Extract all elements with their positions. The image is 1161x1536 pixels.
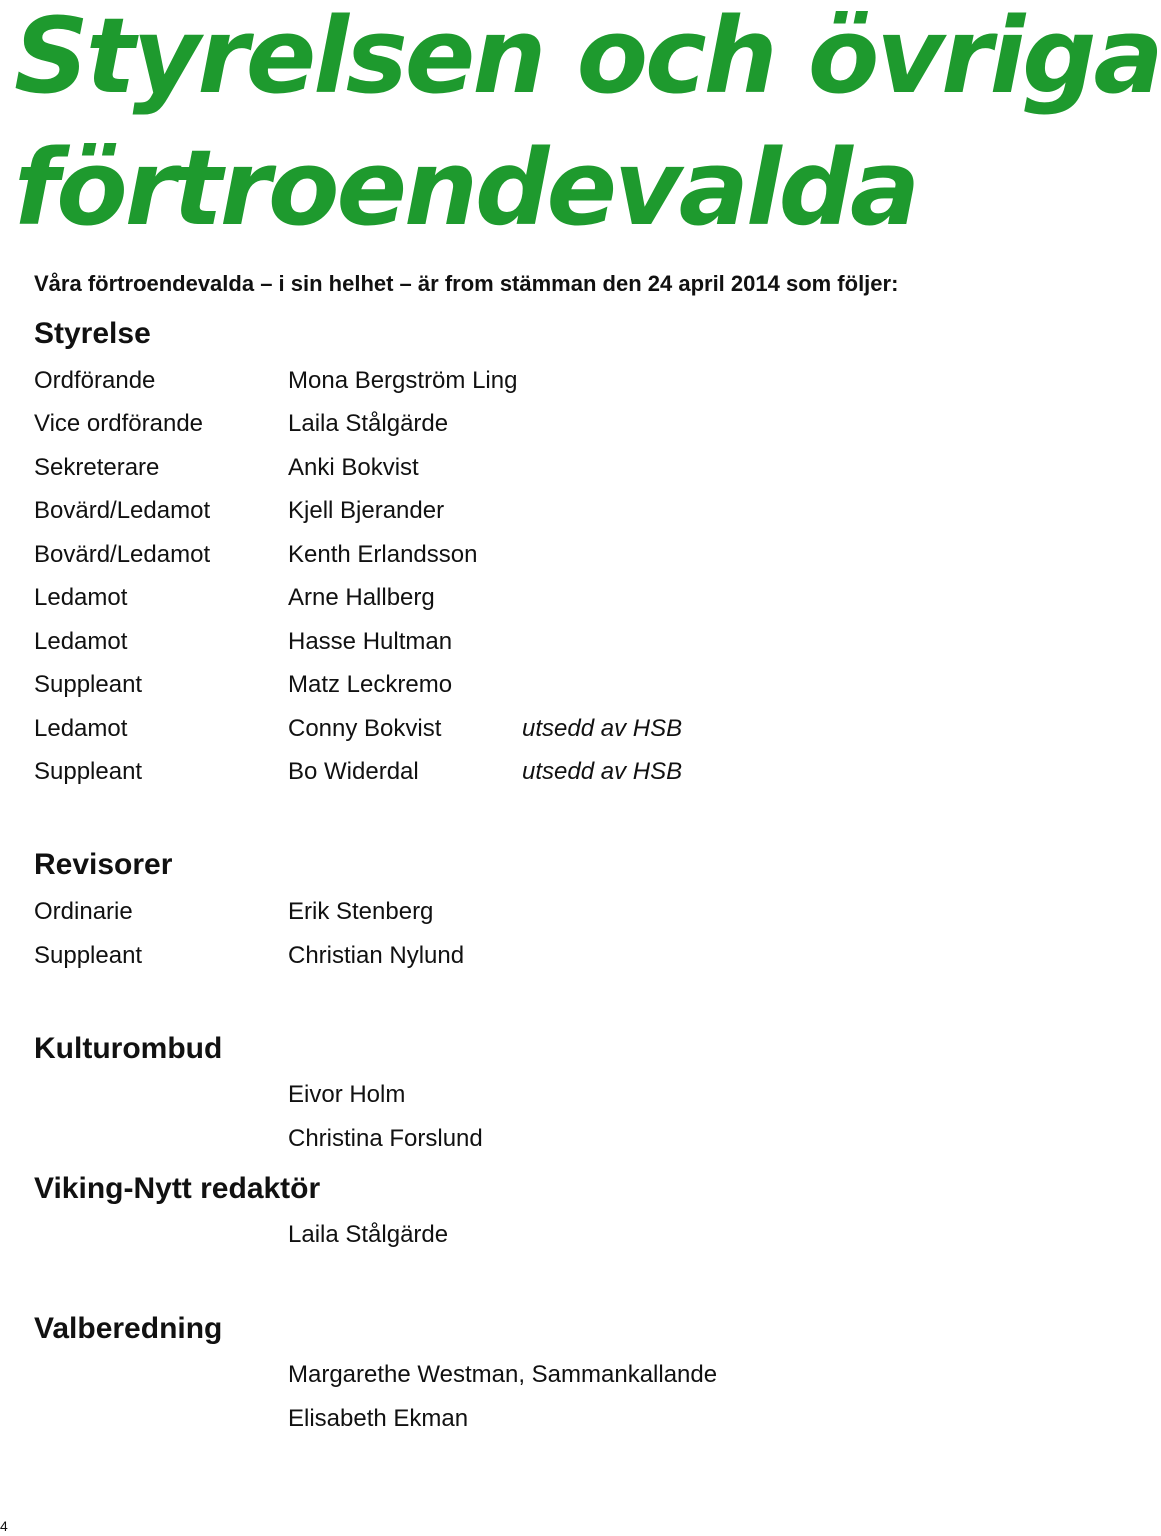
person-name: Hasse Hultman — [288, 628, 453, 655]
valberedning-heading: Valberedning — [34, 1312, 223, 1345]
appointed-note: utsedd av HSB — [522, 758, 683, 785]
kulturombud-heading: Kulturombud — [34, 1032, 223, 1065]
role-label: Bovärd/Ledamot — [34, 541, 211, 568]
person-name: Margarethe Westman, Sammankallande — [288, 1361, 718, 1388]
valberedning-row — [0, 1357, 960, 1393]
role-label: Vice ordförande — [34, 410, 204, 437]
page-title — [14, 0, 1161, 254]
intro-text: Våra förtroendevalda – i sin helhet – är from stämman den 24 april 2014 som följer: — [34, 271, 899, 296]
styrelse-row — [0, 406, 960, 442]
styrelse-row — [0, 711, 960, 747]
person-name: Christian Nylund — [288, 942, 465, 969]
person-name: Matz Leckremo — [288, 671, 453, 698]
person-name: Arne Hallberg — [288, 584, 435, 611]
styrelse-row — [0, 493, 960, 529]
styrelse-row — [0, 667, 960, 703]
role-label: Ledamot — [34, 715, 128, 742]
styrelse-row — [0, 363, 960, 399]
role-label: Ordinarie — [34, 898, 133, 925]
role-label: Sekreterare — [34, 454, 160, 481]
page-title-line-1: Styrelsen och övriga — [14, 0, 1161, 117]
person-name: Christina Forslund — [288, 1125, 483, 1152]
role-label: Suppleant — [34, 671, 143, 698]
redaktor-row — [0, 1217, 960, 1253]
person-name: Laila Stålgärde — [288, 1221, 449, 1248]
styrelse-row — [0, 580, 960, 616]
page-title-line-2: förtroendevalda — [14, 127, 918, 249]
role-label: Suppleant — [34, 942, 143, 969]
kulturombud-row — [0, 1077, 960, 1113]
appointed-note: utsedd av HSB — [522, 715, 683, 742]
styrelse-heading: Styrelse — [34, 317, 151, 350]
styrelse-row — [0, 450, 960, 486]
revisorer-row — [0, 938, 960, 974]
styrelse-row — [0, 624, 960, 660]
styrelse-row — [0, 537, 960, 573]
page-number: 4 — [0, 1518, 8, 1534]
redaktor-heading: Viking-Nytt redaktör — [34, 1172, 321, 1205]
person-name: Erik Stenberg — [288, 898, 434, 925]
person-name: Laila Stålgärde — [288, 410, 449, 437]
person-name: Anki Bokvist — [288, 454, 419, 481]
person-name: Elisabeth Ekman — [288, 1405, 469, 1432]
person-name: Kjell Bjerander — [288, 497, 445, 524]
person-name: Kenth Erlandsson — [288, 541, 478, 568]
revisorer-heading: Revisorer — [34, 848, 173, 881]
kulturombud-row — [0, 1121, 960, 1157]
person-name: Mona Bergström Ling — [288, 367, 518, 394]
valberedning-row — [0, 1401, 960, 1437]
role-label: Bovärd/Ledamot — [34, 497, 211, 524]
role-label: Suppleant — [34, 758, 143, 785]
revisorer-row — [0, 894, 960, 930]
role-label: Ordförande — [34, 367, 156, 394]
person-name: Eivor Holm — [288, 1081, 406, 1108]
role-label: Ledamot — [34, 628, 128, 655]
person-name: Bo Widerdal — [288, 758, 419, 785]
person-name: Conny Bokvist — [288, 715, 442, 742]
role-label: Ledamot — [34, 584, 128, 611]
styrelse-row — [0, 754, 960, 790]
